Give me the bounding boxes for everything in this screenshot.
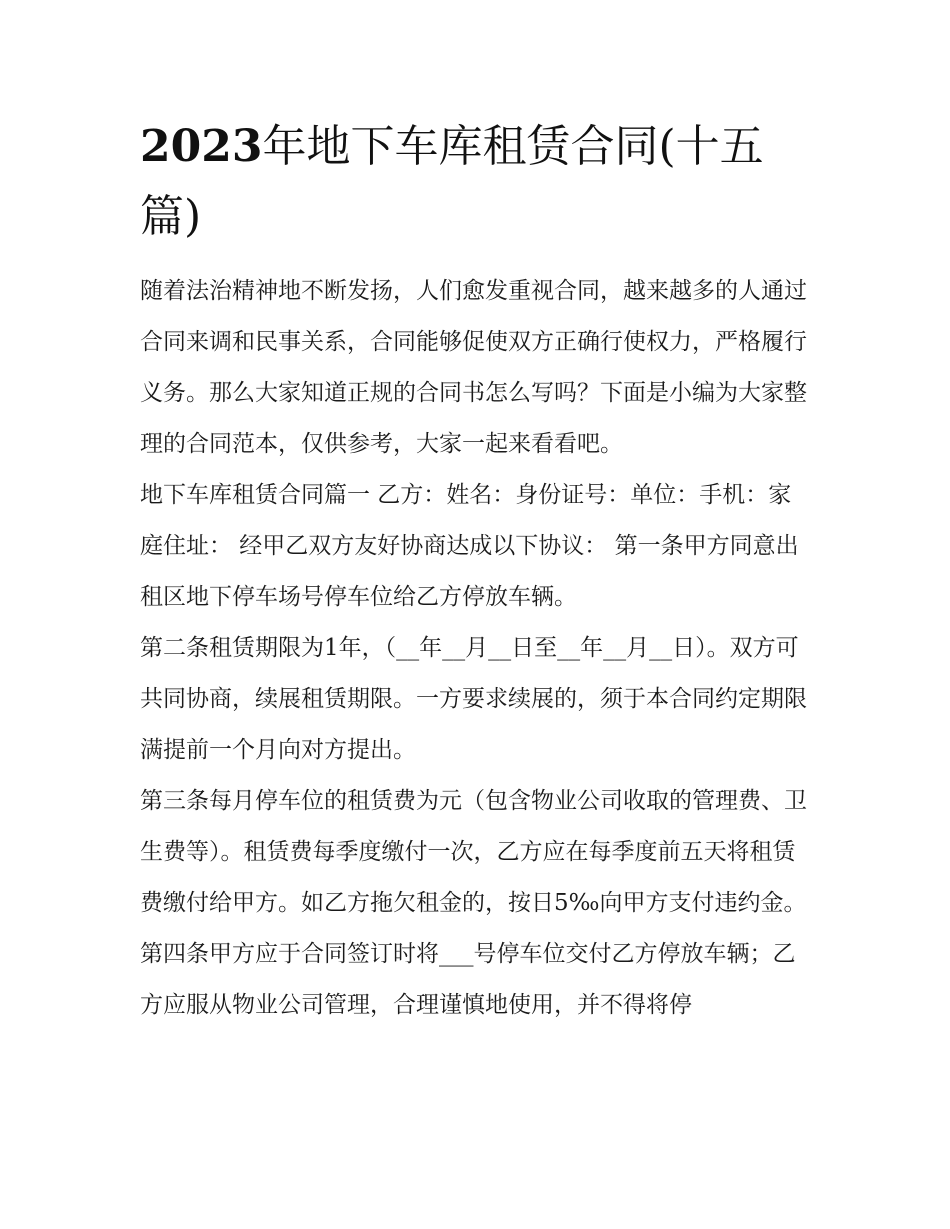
document-body: [140, 112, 812, 1031]
paragraph-article-2: 第二条租赁期限为1年，（__年__月__日至__年__月__日）。双方可共同协商，续展租赁期限。一方要求续展的，须于本合同约定期限满提前一个月向对方提出。: [140, 635, 807, 763]
paragraph-article-1: 地下车库租赁合同篇一 乙方：姓名：身份证号：单位：手机：家庭住址： 经甲乙双方友好协商达成以下协议： 第一条甲方同意出租区地下停车场号停车位给乙方停放车辆。: [140, 482, 799, 610]
paragraph-intro: 随着法治精神地不断发扬，人们愈发重视合同，越来越多的人通过合同来调和民事关系，合同能够促使双方正确行使权力，严格履行义务。那么大家知道正规的合同书怎么写吗？下面是小编为大家整理的合同范本，仅供参考，大家一起来看看吧。: [140, 278, 807, 457]
document-title: [140, 112, 812, 252]
title-year: 2023: [140, 121, 263, 172]
paragraph-article-4: 第四条甲方应于合同签订时将___号停车位交付乙方停放车辆；乙方应服从物业公司管理，合理谨慎地使用，并不得将停: [140, 941, 796, 1018]
paragraph-article-3: 第三条每月停车位的租赁费为元（包含物业公司收取的管理费、卫生费等）。租赁费每季度缴付一次，乙方应在每季度前五天将租赁费缴付给甲方。如乙方拖欠租金的，按日5‰向甲方支付违约金。: [140, 788, 807, 916]
title-text: 年地下车库租赁合同(十五篇): [140, 121, 764, 242]
